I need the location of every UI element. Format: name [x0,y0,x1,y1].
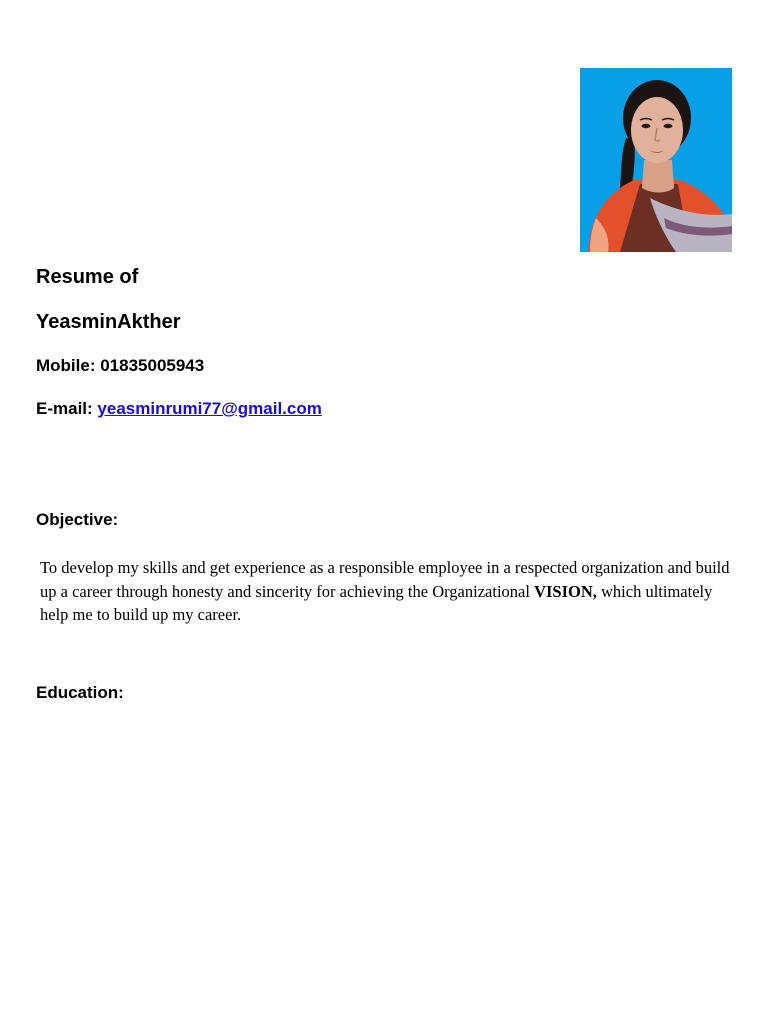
profile-photo [580,68,732,252]
candidate-name: YeasminAkther [36,311,181,333]
objective-text-end: which ultimately help me to build up my career. [40,581,713,624]
portrait-photo-icon [580,68,732,252]
resume-title: Resume of [36,266,139,288]
mobile-label: Mobile: [36,356,101,375]
mobile-line [36,356,204,376]
objective-text-vision: VISION, [534,581,597,601]
objective-paragraph [40,556,740,627]
email-line [36,399,322,419]
mobile-number: 01835005943 [100,356,205,375]
email-link[interactable]: yeasminrumi77@gmail.com [97,399,322,418]
education-heading: Education: [36,683,124,702]
objective-text-start: To develop my skills and get experience as a responsible employee in a respected organization and build up a career through honesty and sincerity for achieving the Organizational [40,558,730,601]
email-label: E-mail: [36,399,98,418]
objective-heading: Objective: [36,510,119,529]
